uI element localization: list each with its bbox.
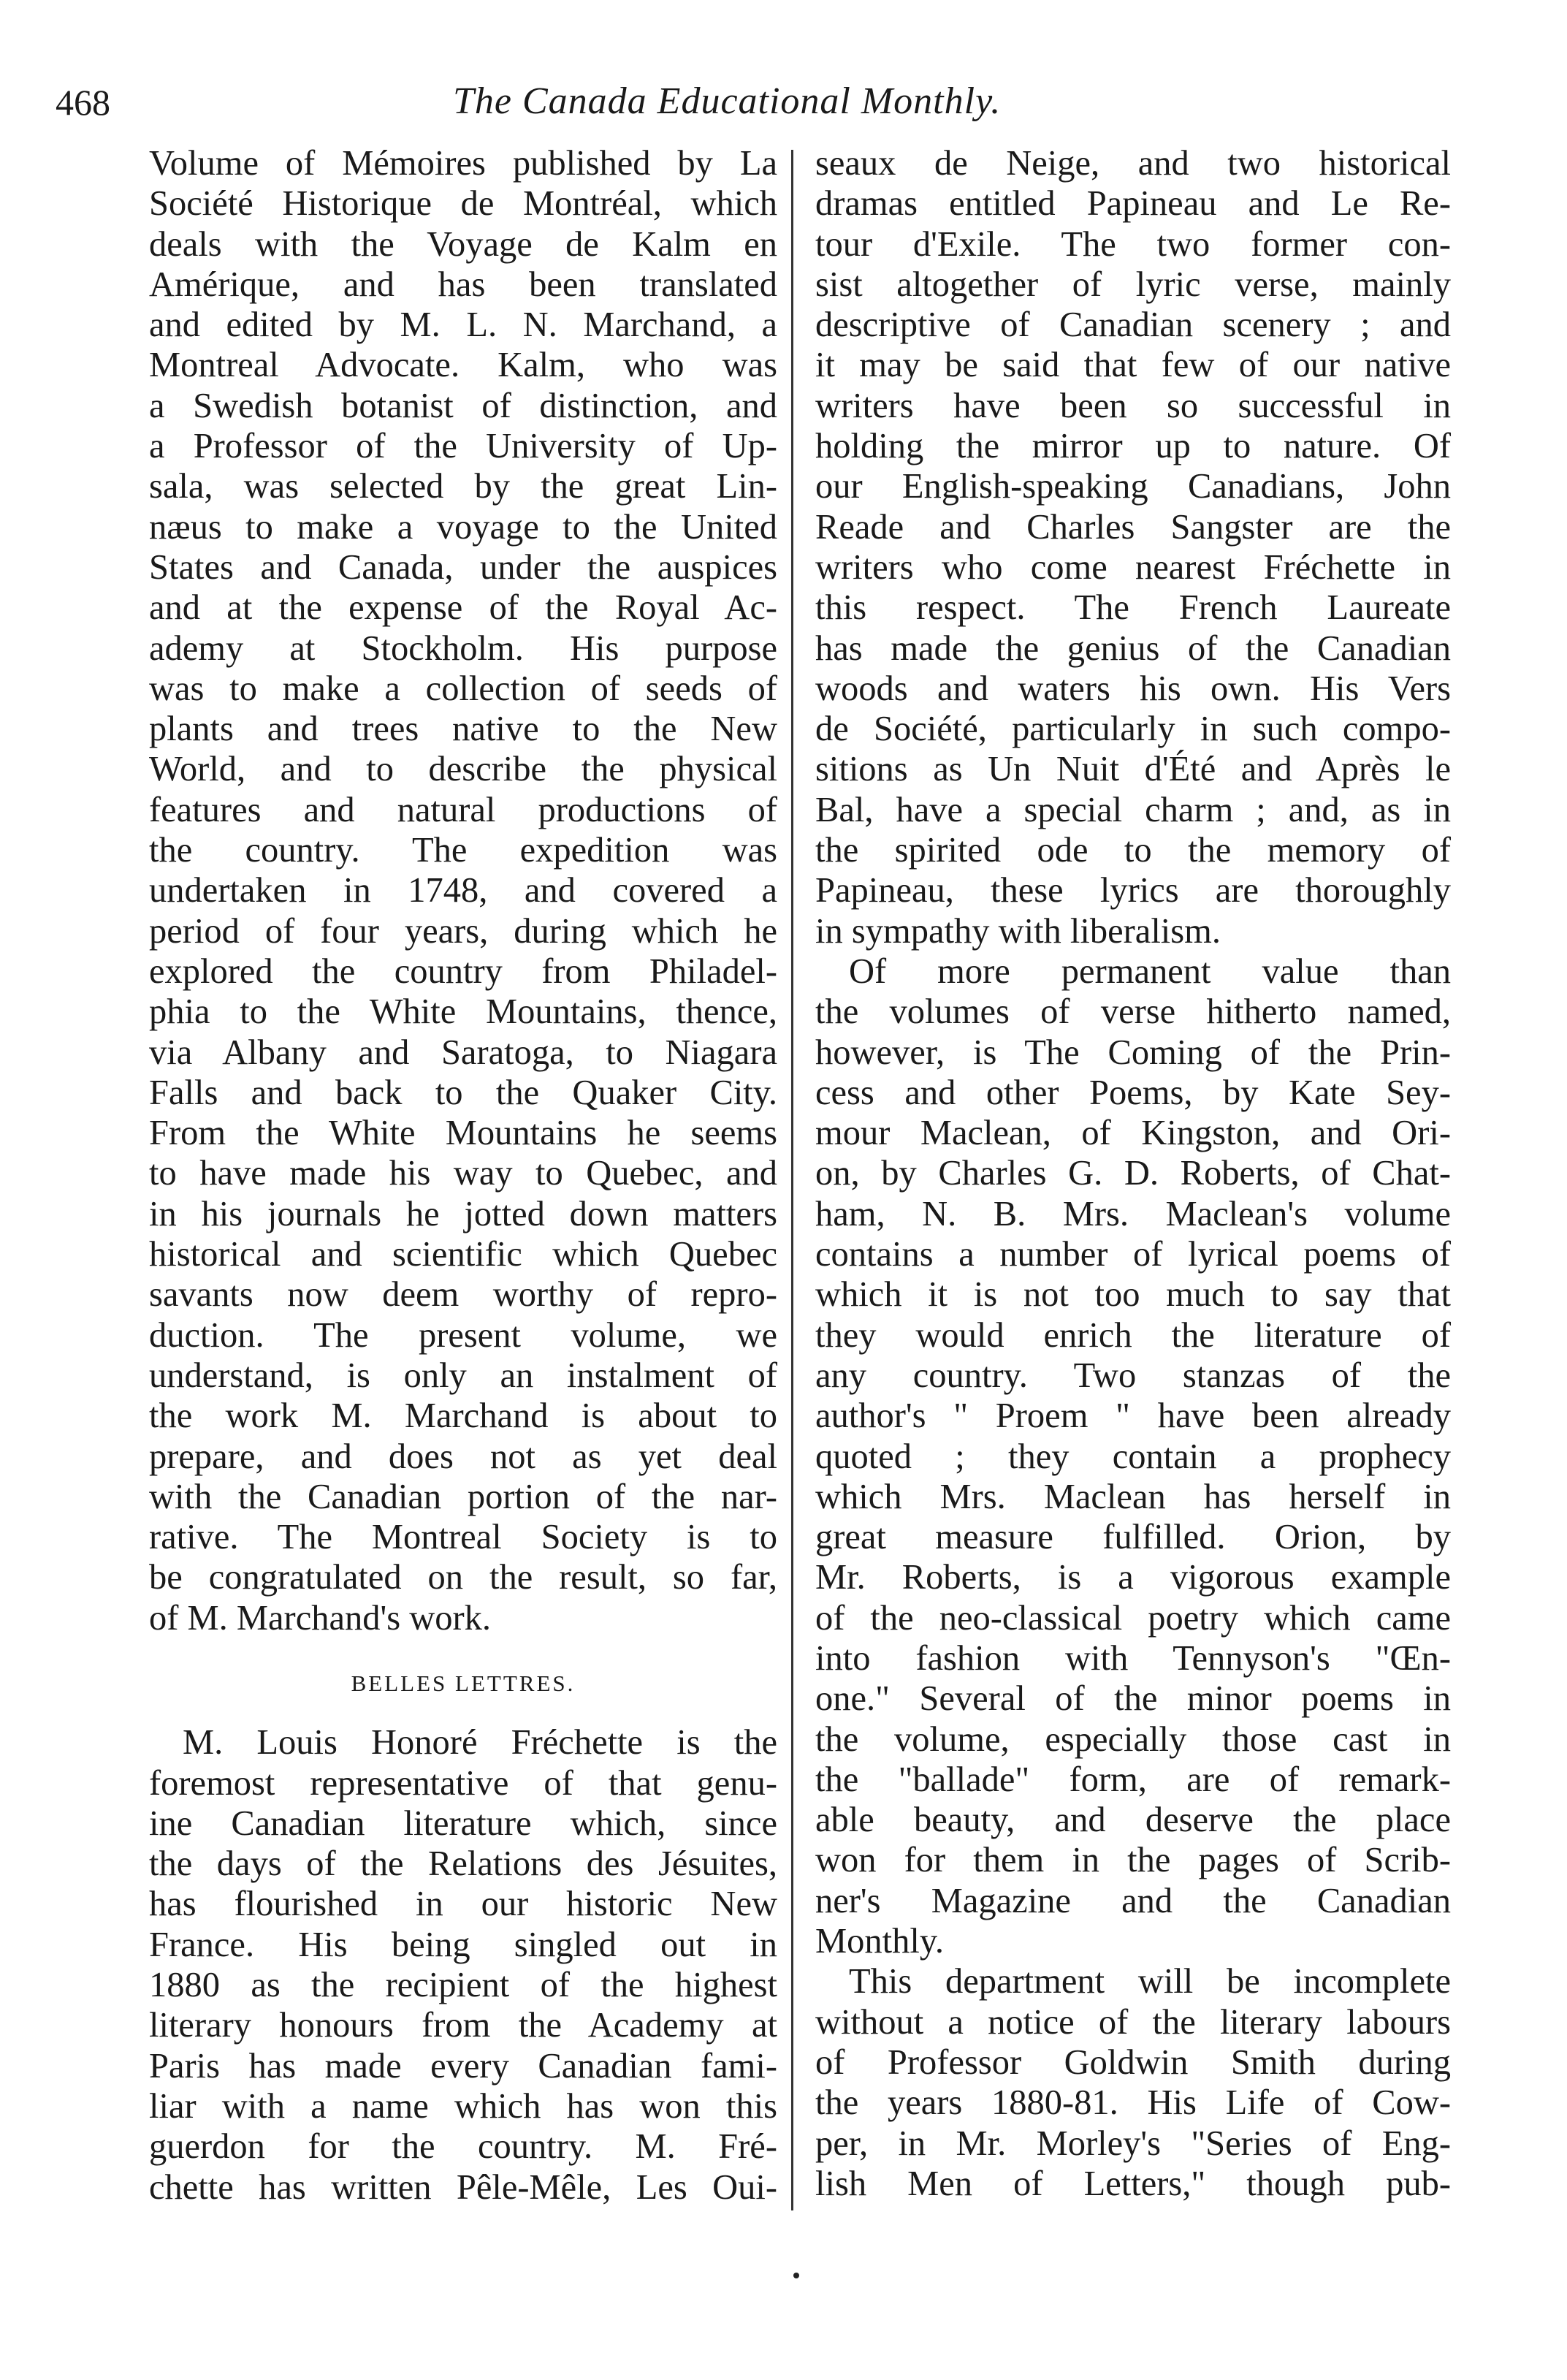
- text-line: undertaken in 1748, and covered a: [149, 871, 777, 910]
- text-line: Paris has made every Canadian fami-: [149, 2046, 777, 2086]
- text-line: Mr. Roberts, is a vigorous example: [815, 1558, 1451, 1597]
- text-line: the work M. Marchand is about to: [149, 1396, 777, 1436]
- text-line: deals with the Voyage de Kalm en: [149, 224, 777, 264]
- text-line: of the neo-classical poetry which came: [815, 1598, 1451, 1638]
- text-line: historical and scientific which Quebec: [149, 1235, 777, 1274]
- text-line: ine Canadian literature which, since: [149, 1803, 777, 1843]
- text-line: chette has written Pêle-Mêle, Les Oui-: [149, 2167, 777, 2207]
- text-line: Bal, have a special charm ; and, as in: [815, 790, 1451, 829]
- text-line: won for them in the pages of Scrib-: [815, 1841, 1451, 1880]
- text-line: sitions as Un Nuit d'Été and Après le: [815, 750, 1451, 789]
- text-line: Falls and back to the Quaker City.: [149, 1073, 777, 1112]
- text-line: explored the country from Philadel-: [149, 951, 777, 991]
- text-line: rative. The Montreal Society is to: [149, 1518, 777, 1557]
- text-line: with the Canadian portion of the nar-: [149, 1477, 777, 1516]
- text-line: has made the genius of the Canadian: [815, 628, 1451, 668]
- right-column: [815, 143, 1451, 2204]
- text-line: From the White Mountains he seems: [149, 1114, 777, 1153]
- text-line: great measure fulfilled. Orion, by: [815, 1518, 1451, 1557]
- text-line: contains a number of lyrical poems of: [815, 1235, 1451, 1274]
- text-line: Société Historique de Montréal, which: [149, 184, 777, 224]
- left-column: [149, 143, 777, 2208]
- text-line: into fashion with Tennyson's "Œn-: [815, 1638, 1451, 1678]
- text-line: phia to the White Mountains, thence,: [149, 992, 777, 1032]
- text-line: the spirited ode to the memory of: [815, 831, 1451, 870]
- text-line: however, is The Coming of the Prin-: [815, 1033, 1451, 1072]
- text-line: Papineau, these lyrics are thoroughly: [815, 871, 1451, 910]
- text-line: ner's Magazine and the Canadian: [815, 1881, 1451, 1920]
- text-line: Reade and Charles Sangster are the: [815, 507, 1451, 547]
- text-line: and at the expense of the Royal Ac-: [149, 588, 777, 628]
- text-line: the days of the Relations des Jésuites,: [149, 1844, 777, 1884]
- stray-ink-dot: [793, 2273, 799, 2278]
- text-line: woods and waters his own. His Vers: [815, 669, 1451, 708]
- text-line: and edited by M. L. N. Marchand, a: [149, 305, 777, 345]
- text-line: States and Canada, under the auspices: [149, 547, 777, 587]
- text-line: sala, was selected by the great Lin-: [149, 467, 777, 506]
- text-line: tour d'Exile. The two former con-: [815, 224, 1451, 264]
- text-line: which Mrs. Maclean has herself in: [815, 1477, 1451, 1516]
- text-line: literary honours from the Academy at: [149, 2006, 777, 2045]
- text-line: prepare, and does not as yet deal: [149, 1437, 777, 1476]
- text-line: they would enrich the literature of: [815, 1315, 1451, 1355]
- text-line: guerdon for the country. M. Fré-: [149, 2127, 777, 2167]
- text-line: was to make a collection of seeds of: [149, 669, 777, 708]
- text-line: the volumes of verse hitherto named,: [815, 992, 1451, 1032]
- text-line: via Albany and Saratoga, to Niagara: [149, 1033, 777, 1072]
- text-line: Montreal Advocate. Kalm, who was: [149, 346, 777, 385]
- text-line: one." Several of the minor poems in: [815, 1679, 1451, 1719]
- text-line: seaux de Neige, and two historical: [815, 144, 1451, 183]
- text-line: writers who come nearest Fréchette in: [815, 547, 1451, 587]
- text-line: Monthly.: [815, 1922, 945, 1961]
- text-line: World, and to describe the physical: [149, 750, 777, 789]
- text-line: descriptive of Canadian scenery ; and: [815, 305, 1451, 345]
- text-line: cess and other Poems, by Kate Sey-: [815, 1073, 1451, 1112]
- text-line: writers have been so successful in: [815, 386, 1451, 425]
- text-line: in his journals he jotted down matters: [149, 1194, 777, 1233]
- text-line: liar with a name which has won this: [149, 2086, 777, 2126]
- section-heading: BELLES LETTRES.: [351, 1670, 576, 1696]
- column-divider: [791, 150, 793, 2210]
- text-line: a Professor of the University of Up-: [149, 427, 777, 466]
- text-line: dramas entitled Papineau and Le Re-: [815, 184, 1451, 224]
- text-line: author's " Proem " have been already: [815, 1396, 1451, 1436]
- text-line: the volume, especially those cast in: [815, 1719, 1451, 1759]
- text-line: this respect. The French Laureate: [815, 588, 1451, 628]
- text-line: understand, is only an instalment of: [149, 1356, 777, 1395]
- text-line: in sympathy with liberalism.: [815, 911, 1221, 951]
- text-line: This department will be incomplete: [849, 1962, 1451, 2001]
- text-line: mour Maclean, of Kingston, and Ori-: [815, 1114, 1451, 1153]
- text-line: foremost representative of that genu-: [149, 1763, 777, 1803]
- text-line: Amérique, and has been translated: [149, 265, 777, 304]
- text-line: able beauty, and deserve the place: [815, 1801, 1451, 1840]
- text-line: period of four years, during which he: [149, 911, 777, 951]
- text-line: plants and trees native to the New: [149, 710, 777, 749]
- text-line: Volume of Mémoires published by La: [149, 144, 777, 183]
- text-line: holding the mirror up to nature. Of: [815, 427, 1451, 466]
- text-line: our English-speaking Canadians, John: [815, 467, 1451, 506]
- text-line: a Swedish botanist of distinction, and: [149, 386, 777, 425]
- text-line: to have made his way to Quebec, and: [149, 1154, 777, 1193]
- text-line: of Professor Goldwin Smith during: [815, 2042, 1451, 2082]
- text-line: be congratulated on the result, so far,: [149, 1558, 777, 1597]
- text-line: per, in Mr. Morley's "Series of Eng-: [815, 2124, 1451, 2163]
- text-line: 1880 as the recipient of the highest: [149, 1966, 777, 2005]
- running-title: The Canada Educational Monthly.: [453, 80, 1002, 122]
- text-line: the years 1880-81. His Life of Cow-: [815, 2083, 1451, 2123]
- text-line: the country. The expedition was: [149, 831, 777, 870]
- text-line: M. Louis Honoré Fréchette is the: [183, 1723, 777, 1763]
- text-line: ademy at Stockholm. His purpose: [149, 628, 777, 668]
- text-line: of M. Marchand's work.: [149, 1598, 492, 1638]
- text-line: Of more permanent value than: [849, 951, 1451, 991]
- text-line: which it is not too much to say that: [815, 1275, 1451, 1315]
- text-line: quoted ; they contain a prophecy: [815, 1437, 1451, 1476]
- text-line: de Société, particularly in such compo-: [815, 710, 1451, 749]
- text-line: features and natural productions of: [149, 790, 777, 829]
- text-line: the "ballade" form, are of remark-: [815, 1760, 1451, 1799]
- text-line: France. His being singled out in: [149, 1925, 777, 1964]
- text-line: without a notice of the literary labours: [815, 2002, 1451, 2042]
- page-number: 468: [56, 82, 110, 123]
- text-line: savants now deem worthy of repro-: [149, 1275, 777, 1315]
- text-line: any country. Two stanzas of the: [815, 1356, 1451, 1395]
- text-line: sist altogether of lyric verse, mainly: [815, 265, 1451, 304]
- text-line: it may be said that few of our native: [815, 346, 1451, 385]
- text-line: duction. The present volume, we: [149, 1315, 777, 1355]
- text-line: ham, N. B. Mrs. Maclean's volume: [815, 1194, 1451, 1233]
- text-line: lish Men of Letters," though pub-: [815, 2164, 1451, 2203]
- text-line: næus to make a voyage to the United: [149, 507, 777, 547]
- text-line: on, by Charles G. D. Roberts, of Chat-: [815, 1154, 1451, 1193]
- text-line: has flourished in our historic New: [149, 1885, 777, 1924]
